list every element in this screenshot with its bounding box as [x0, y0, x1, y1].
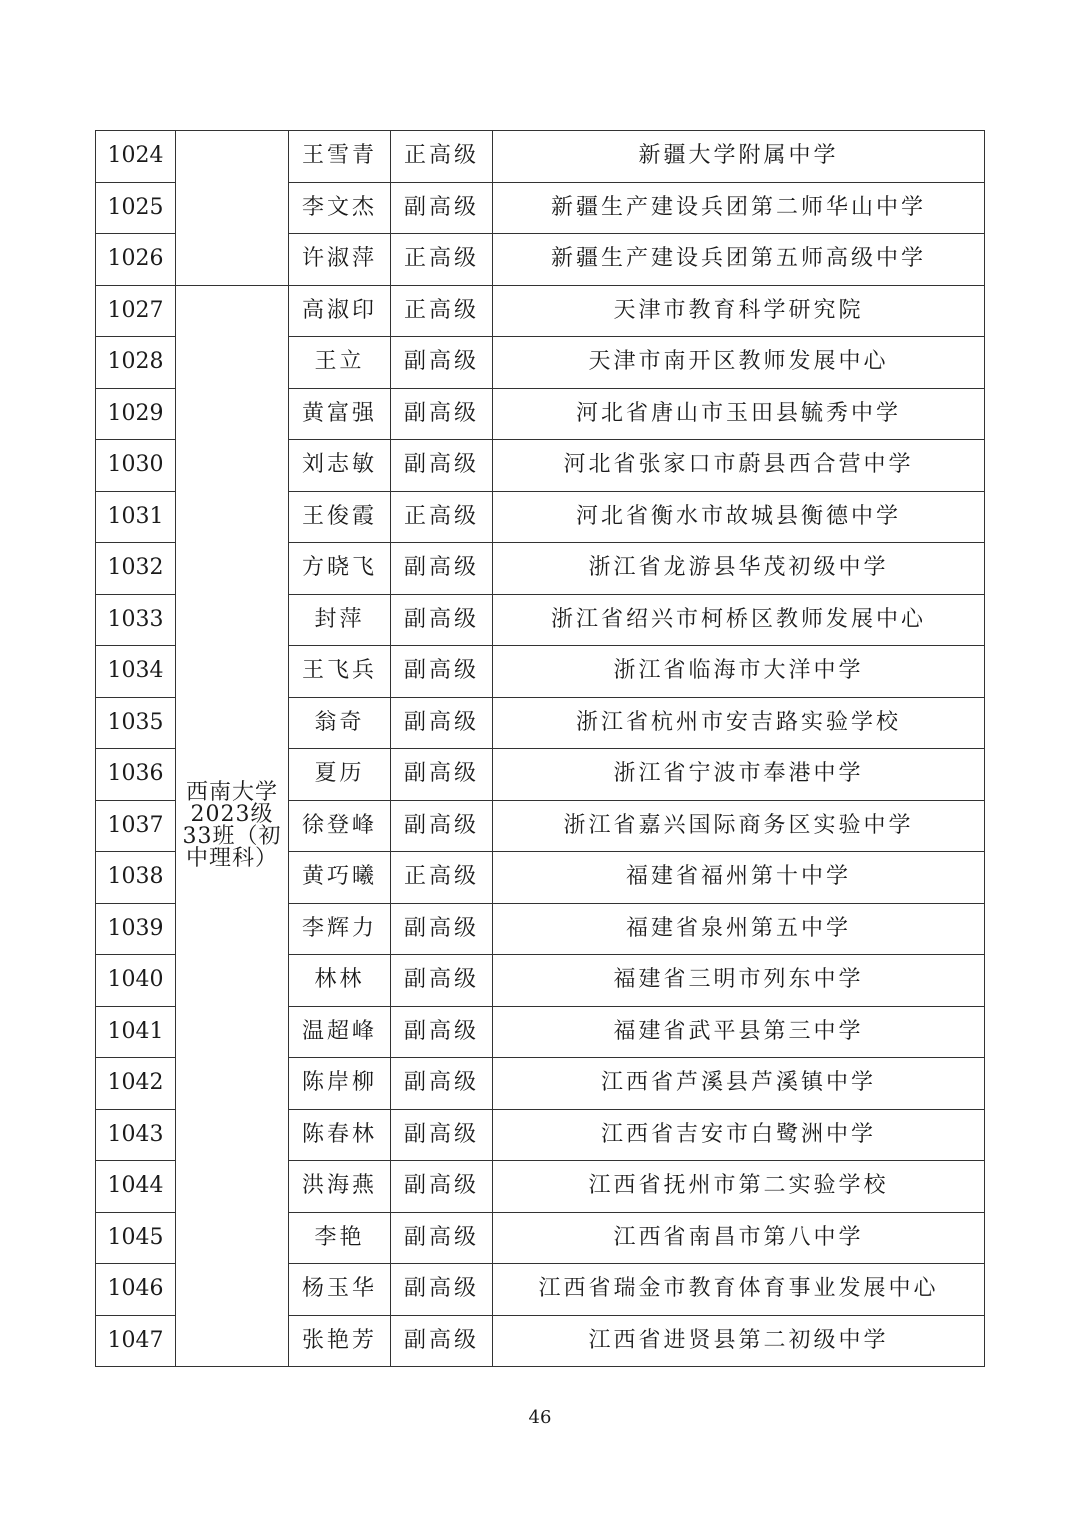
professional-title: 副高级	[391, 182, 493, 234]
professional-title: 副高级	[391, 543, 493, 595]
teacher-name: 李文杰	[289, 182, 391, 234]
teacher-roster-table	[95, 130, 985, 1367]
professional-title: 正高级	[391, 852, 493, 904]
row-number: 1046	[96, 1264, 176, 1316]
work-unit: 福建省福州第十中学	[493, 852, 985, 904]
row-number: 1038	[96, 852, 176, 904]
teacher-name: 高淑印	[289, 285, 391, 337]
teacher-name: 黄富强	[289, 388, 391, 440]
teacher-name: 封萍	[289, 594, 391, 646]
professional-title: 副高级	[391, 646, 493, 698]
class-cell-previous	[176, 131, 289, 286]
teacher-name: 洪海燕	[289, 1161, 391, 1213]
table-row	[96, 285, 985, 337]
professional-title: 副高级	[391, 440, 493, 492]
teacher-name: 黄巧曦	[289, 852, 391, 904]
professional-title: 正高级	[391, 285, 493, 337]
row-number: 1047	[96, 1315, 176, 1367]
professional-title: 副高级	[391, 388, 493, 440]
teacher-name: 陈春林	[289, 1109, 391, 1161]
teacher-name: 许淑萍	[289, 234, 391, 286]
work-unit: 浙江省杭州市安吉路实验学校	[493, 697, 985, 749]
work-unit: 福建省武平县第三中学	[493, 1006, 985, 1058]
teacher-name: 王飞兵	[289, 646, 391, 698]
teacher-name: 李艳	[289, 1212, 391, 1264]
work-unit: 新疆大学附属中学	[493, 131, 985, 183]
teacher-name: 翁奇	[289, 697, 391, 749]
row-number: 1040	[96, 955, 176, 1007]
work-unit: 浙江省临海市大洋中学	[493, 646, 985, 698]
class-group-line: 中理科）	[185, 845, 278, 871]
row-number: 1031	[96, 491, 176, 543]
row-number: 1041	[96, 1006, 176, 1058]
row-number: 1029	[96, 388, 176, 440]
professional-title: 副高级	[391, 1264, 493, 1316]
professional-title: 副高级	[391, 1212, 493, 1264]
roster-body	[96, 131, 985, 1367]
work-unit: 河北省唐山市玉田县毓秀中学	[493, 388, 985, 440]
work-unit: 江西省南昌市第八中学	[493, 1212, 985, 1264]
teacher-name: 林林	[289, 955, 391, 1007]
row-number: 1037	[96, 800, 176, 852]
teacher-name: 刘志敏	[289, 440, 391, 492]
page-number: 46	[528, 1407, 552, 1428]
row-number: 1030	[96, 440, 176, 492]
professional-title: 副高级	[391, 697, 493, 749]
work-unit: 福建省泉州第五中学	[493, 903, 985, 955]
work-unit: 天津市教育科学研究院	[493, 285, 985, 337]
professional-title: 正高级	[391, 131, 493, 183]
row-number: 1043	[96, 1109, 176, 1161]
teacher-name: 陈岸柳	[289, 1058, 391, 1110]
professional-title: 副高级	[391, 800, 493, 852]
professional-title: 正高级	[391, 234, 493, 286]
row-number: 1036	[96, 749, 176, 801]
work-unit: 江西省吉安市白鹭洲中学	[493, 1109, 985, 1161]
work-unit: 天津市南开区教师发展中心	[493, 337, 985, 389]
work-unit: 浙江省嘉兴国际商务区实验中学	[493, 800, 985, 852]
row-number: 1045	[96, 1212, 176, 1264]
class-group-line: 2023级	[190, 801, 274, 827]
row-number: 1044	[96, 1161, 176, 1213]
row-number: 1034	[96, 646, 176, 698]
row-number: 1032	[96, 543, 176, 595]
work-unit: 江西省芦溪县芦溪镇中学	[493, 1058, 985, 1110]
work-unit: 新疆生产建设兵团第五师高级中学	[493, 234, 985, 286]
work-unit: 浙江省宁波市奉港中学	[493, 749, 985, 801]
professional-title: 副高级	[391, 749, 493, 801]
teacher-name: 温超峰	[289, 1006, 391, 1058]
work-unit: 江西省抚州市第二实验学校	[493, 1161, 985, 1213]
work-unit: 河北省衡水市故城县衡德中学	[493, 491, 985, 543]
row-number: 1024	[96, 131, 176, 183]
professional-title: 副高级	[391, 1006, 493, 1058]
teacher-name: 杨玉华	[289, 1264, 391, 1316]
work-unit: 浙江省龙游县华茂初级中学	[493, 543, 985, 595]
work-unit: 新疆生产建设兵团第二师华山中学	[493, 182, 985, 234]
work-unit: 福建省三明市列东中学	[493, 955, 985, 1007]
row-number: 1042	[96, 1058, 176, 1110]
teacher-name: 张艳芳	[289, 1315, 391, 1367]
teacher-name: 徐登峰	[289, 800, 391, 852]
teacher-name: 李辉力	[289, 903, 391, 955]
professional-title: 副高级	[391, 1315, 493, 1367]
class-group-line: 西南大学	[185, 779, 278, 805]
professional-title: 副高级	[391, 955, 493, 1007]
teacher-name: 王雪青	[289, 131, 391, 183]
professional-title: 副高级	[391, 1109, 493, 1161]
teacher-name: 夏历	[289, 749, 391, 801]
professional-title: 副高级	[391, 1058, 493, 1110]
class-group-line: 33班（初	[182, 823, 282, 849]
class-group-cell	[176, 285, 289, 1367]
row-number: 1027	[96, 285, 176, 337]
work-unit: 浙江省绍兴市柯桥区教师发展中心	[493, 594, 985, 646]
row-number: 1039	[96, 903, 176, 955]
professional-title: 副高级	[391, 1161, 493, 1213]
teacher-name: 方晓飞	[289, 543, 391, 595]
teacher-name: 王俊霞	[289, 491, 391, 543]
row-number: 1028	[96, 337, 176, 389]
teacher-name: 王立	[289, 337, 391, 389]
professional-title: 副高级	[391, 594, 493, 646]
table-row	[96, 131, 985, 183]
row-number: 1026	[96, 234, 176, 286]
row-number: 1025	[96, 182, 176, 234]
professional-title: 副高级	[391, 903, 493, 955]
work-unit: 江西省瑞金市教育体育事业发展中心	[493, 1264, 985, 1316]
work-unit: 河北省张家口市蔚县西合营中学	[493, 440, 985, 492]
work-unit: 江西省进贤县第二初级中学	[493, 1315, 985, 1367]
professional-title: 副高级	[391, 337, 493, 389]
row-number: 1035	[96, 697, 176, 749]
row-number: 1033	[96, 594, 176, 646]
professional-title: 正高级	[391, 491, 493, 543]
